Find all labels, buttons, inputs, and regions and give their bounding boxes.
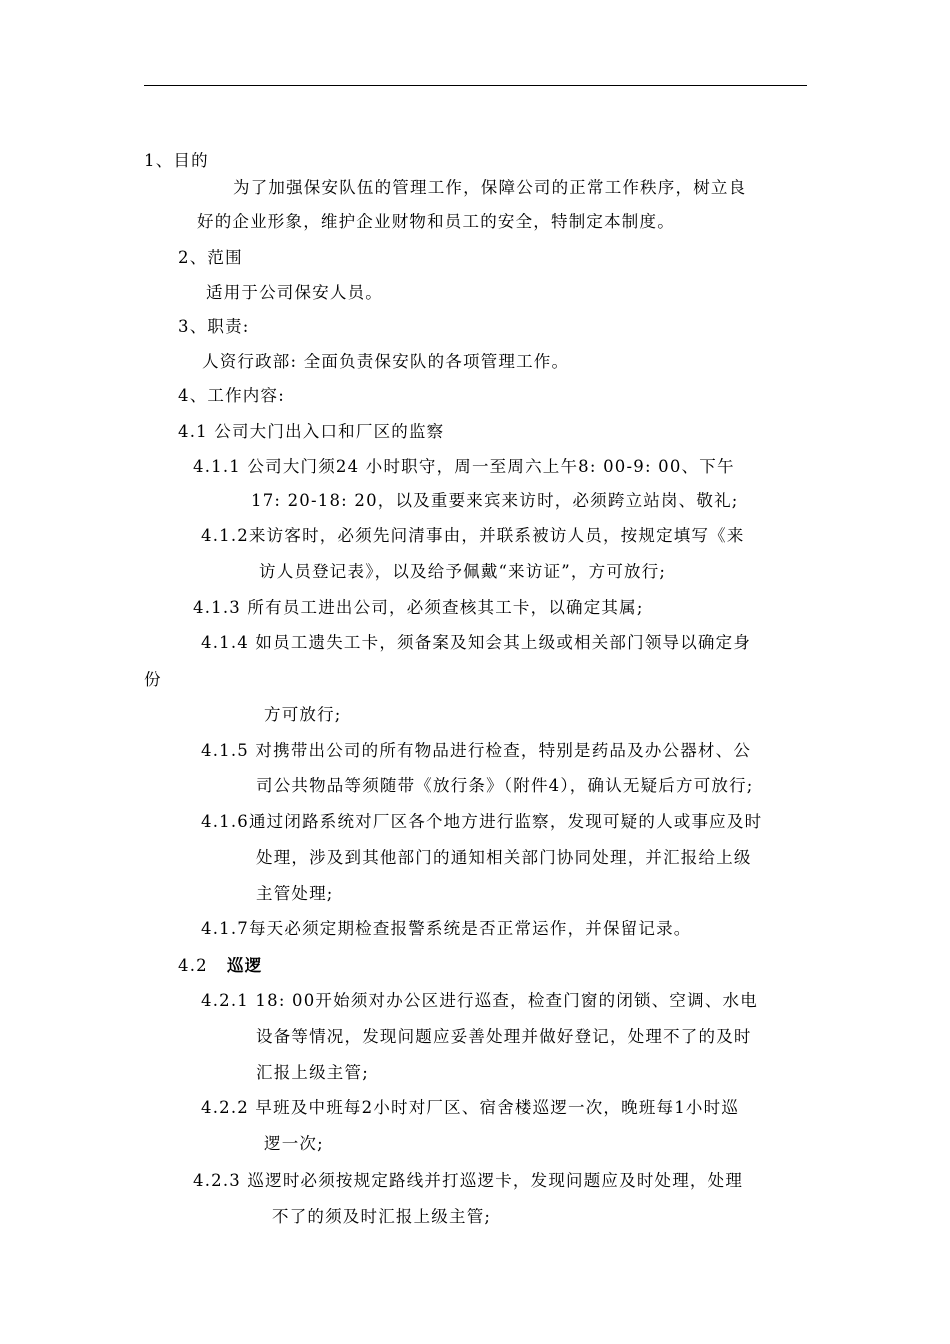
subsection-4-2-number: 4.2 [178,956,208,975]
section-scope-heading: 2、范围 [178,248,243,267]
item-4-1-2-line-1: 4.1.2来访客时，必须先问清事由，并联系被访人员，按规定填写《来 [201,526,745,545]
item-4-2-2-line-1: 4.2.2 早班及中班每2小时对厂区、宿舍楼巡逻一次，晚班每1小时巡 [201,1098,740,1117]
item-4-1-6-line-3: 主管处理; [256,884,334,903]
item-4-1-1-line-2: 17: 20-18: 20，以及重要来宾来访时，必须跨立站岗、敬礼; [251,491,739,510]
item-4-1-6-line-1: 4.1.6通过闭路系统对厂区各个地方进行监察，发现可疑的人或事应及时 [201,812,763,831]
item-4-2-1-line-3: 汇报上级主管; [256,1063,369,1082]
header-rule [144,85,807,86]
item-4-2-1-line-1: 4.2.1 18: 00开始须对办公区进行巡查，检查门窗的闭锁、空调、水电 [201,991,758,1010]
subsection-4-2-heading: 巡逻 [227,956,263,975]
item-4-1-5-line-1: 4.1.5 对携带出公司的所有物品进行检查，特别是药品及办公器材、公 [201,741,752,760]
item-4-2-2-line-2: 逻一次; [264,1134,324,1153]
item-4-1-2-line-2: 访人员登记表》，以及给予佩戴“来访证”，方可放行; [259,562,667,581]
scope-text: 适用于公司保安人员。 [206,283,383,302]
duty-text: 人资行政部: 全面负责保安队的各项管理工作。 [202,352,570,371]
item-4-1-4-line-1: 4.1.4 如员工遗失工卡，须备案及知会其上级或相关部门领导以确定身 [201,633,752,652]
item-4-1-4-line-2: 份 [144,670,162,689]
item-4-1-5-line-2: 司公共物品等须随带《放行条》（附件4），确认无疑后方可放行; [256,776,754,795]
item-4-1-4-line-3: 方可放行; [264,705,342,724]
item-4-2-3-line-1: 4.2.3 巡逻时必须按规定路线并打巡逻卡，发现问题应及时处理，处理 [193,1171,744,1190]
item-4-1-7: 4.1.7每天必须定期检查报警系统是否正常运作，并保留记录。 [201,919,692,938]
purpose-text-line-1: 为了加强保安队伍的管理工作，保障公司的正常工作秩序，树立良 [233,178,747,197]
item-4-1-1-line-1: 4.1.1 公司大门须24 小时职守，周一至周六上午8: 00-9: 00、下午 [193,457,735,476]
subsection-4-1-heading: 4.1 公司大门出入口和厂区的监察 [178,422,445,441]
purpose-text-line-2: 好的企业形象，维护企业财物和员工的安全，特制定本制度。 [197,212,675,231]
item-4-2-3-line-2: 不了的须及时汇报上级主管; [272,1207,492,1226]
section-work-heading: 4、工作内容: [178,386,285,405]
item-4-1-6-line-2: 处理，涉及到其他部门的通知相关部门协同处理，并汇报给上级 [256,848,752,867]
item-4-1-3: 4.1.3 所有员工进出公司，必须查核其工卡，以确定其属; [193,598,644,617]
section-purpose-heading: 1、目的 [144,151,209,170]
section-duty-heading: 3、职责: [178,317,250,336]
item-4-2-1-line-2: 设备等情况，发现问题应妥善处理并做好登记，处理不了的及时 [256,1027,752,1046]
